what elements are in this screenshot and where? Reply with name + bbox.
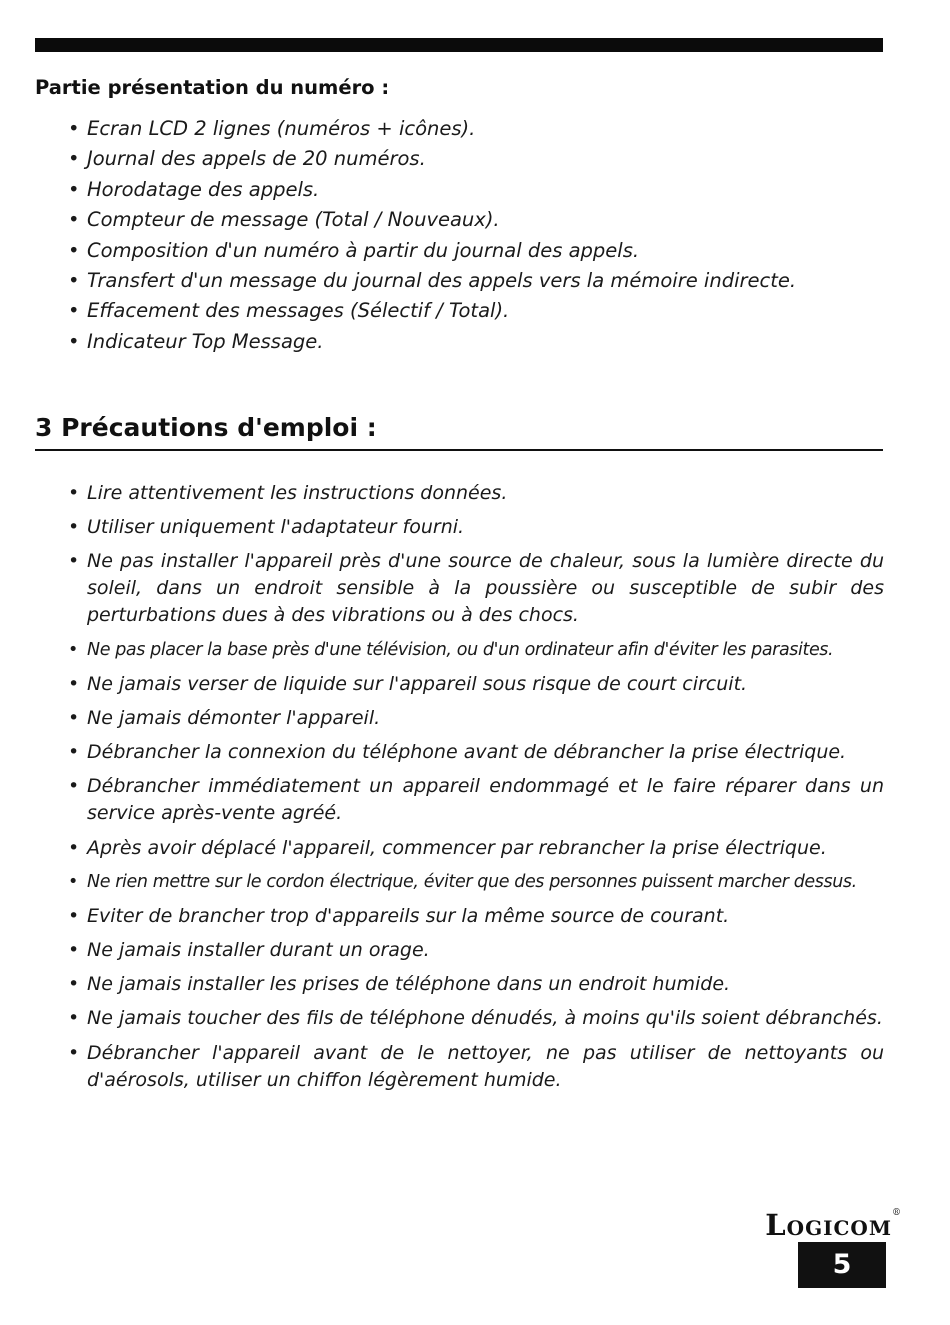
list-item: • Ne jamais installer durant un orage. — [68, 937, 884, 964]
list-item: • Composition d'un numéro à partir du journal des appels. — [68, 236, 888, 266]
chapter-title: 3 Précautions d'emploi : — [35, 413, 377, 442]
list-item: • Lire attentivement les instructions données. — [68, 480, 884, 507]
list-item: • Débrancher immédiatement un appareil endommagé et le faire réparer dans un service après-vente agréé. — [68, 773, 884, 827]
list-item: • Ne jamais toucher des fils de téléphone dénudés, à moins qu'ils soient débranchés. — [68, 1005, 884, 1032]
list-item: • Ne rien mettre sur le cordon électrique, éviter que des personnes puissent marcher dessus. — [68, 869, 884, 896]
registered-mark: ® — [892, 1208, 902, 1218]
list-item: • Ne pas placer la base près d'une télévision, ou d'un ordinateur afin d'éviter les parasites. — [68, 637, 884, 664]
list-item: • Utiliser uniquement l'adaptateur fourni. — [68, 514, 884, 541]
list-item: • Après avoir déplacé l'appareil, commencer par rebrancher la prise électrique. — [68, 835, 884, 862]
list-item: • Débrancher la connexion du téléphone avant de débrancher la prise électrique. — [68, 739, 884, 766]
list-item: • Compteur de message (Total / Nouveaux). — [68, 205, 888, 235]
page-number: 5 — [798, 1242, 886, 1288]
list-item: • Journal des appels de 20 numéros. — [68, 144, 888, 174]
list-item: • Eviter de brancher trop d'appareils sur la même source de courant. — [68, 903, 884, 930]
list-item: • Horodatage des appels. — [68, 175, 888, 205]
list-item: • Ne pas installer l'appareil près d'une source de chaleur, sous la lumière directe du soleil, dans un endroit sensible à la poussière ou susceptible de subir des perturbations dues à des vibrations ou à des chocs. — [68, 548, 884, 629]
brand-logo — [765, 1208, 902, 1242]
list-item: • Ne jamais verser de liquide sur l'appareil sous risque de court circuit. — [68, 671, 884, 698]
list-item: • Ne jamais installer les prises de téléphone dans un endroit humide. — [68, 971, 884, 998]
list-item: • Débrancher l'appareil avant de le nettoyer, ne pas utiliser de nettoyants ou d'aérosols, utiliser un chiffon légèrement humide. — [68, 1040, 884, 1094]
precautions-list — [68, 480, 884, 1101]
list-item: • Effacement des messages (Sélectif / Total). — [68, 296, 888, 326]
list-item: • Indicateur Top Message. — [68, 327, 888, 357]
list-item: • Ne jamais démonter l'appareil. — [68, 705, 884, 732]
list-item: • Ecran LCD 2 lignes (numéros + icônes). — [68, 114, 888, 144]
list-item: • Transfert d'un message du journal des appels vers la mémoire indirecte. — [68, 266, 888, 296]
features-list — [68, 114, 888, 357]
header-bar — [35, 38, 883, 52]
features-heading: Partie présentation du numéro : — [35, 76, 390, 99]
brand-name: Logicom — [765, 1208, 892, 1242]
title-underline — [35, 449, 883, 451]
